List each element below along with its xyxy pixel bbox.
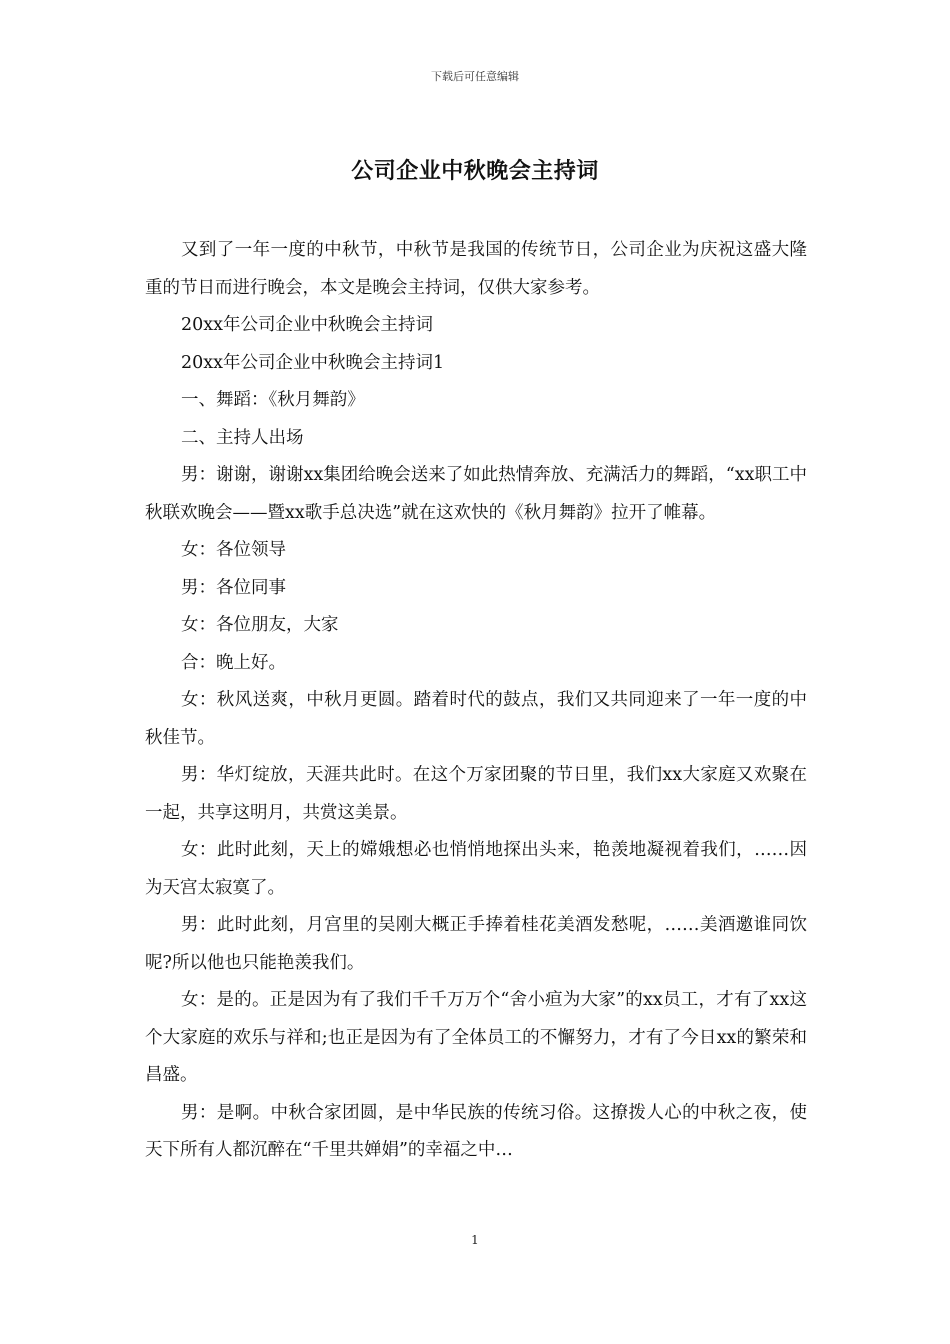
paragraph-dialogue: 男：是啊。中秋合家团圆，是中华民族的传统习俗。这撩拨人心的中秋之夜，使天下所有人都沉醉在“千里共婵娟”的幸福之中… bbox=[145, 1102, 807, 1160]
paragraph-dialogue: 女：此时此刻，天上的嫦娥想必也悄悄地探出头来，艳羡地凝视着我们，……因为天宫太寂寞了。 bbox=[145, 840, 807, 898]
paragraph-dialogue: 女：各位领导 bbox=[181, 540, 286, 560]
paragraph-intro: 又到了一年一度的中秋节，中秋节是我国的传统节日，公司企业为庆祝这盛大隆重的节日而进行晚会，本文是晚会主持词，仅供大家参考。 bbox=[145, 240, 807, 298]
document-body bbox=[145, 232, 807, 1170]
paragraph-dialogue: 女：秋风送爽，中秋月更圆。踏着时代的鼓点，我们又共同迎来了一年一度的中秋佳节。 bbox=[145, 690, 807, 748]
paragraph-dialogue: 男：华灯绽放，天涯共此时。在这个万家团聚的节日里，我们xx大家庭又欢聚在一起，共享这明月，共赏这美景。 bbox=[145, 765, 807, 823]
paragraph-dialogue: 男：谢谢，谢谢xx集团给晚会送来了如此热情奔放、充满活力的舞蹈，“xx职工中秋联欢晚会——暨xx歌手总决选”就在这欢快的《秋月舞韵》拉开了帷幕。 bbox=[145, 465, 807, 523]
paragraph-dialogue: 女：是的。正是因为有了我们千千万万个“舍小疸为大家”的xx员工，才有了xx这个大家庭的欢乐与祥和;也正是因为有了全体员工的不懈努力，才有了今日xx的繁荣和昌盛。 bbox=[145, 990, 807, 1085]
paragraph-dialogue: 合：晚上好。 bbox=[181, 652, 286, 673]
paragraph-dialogue: 女：各位朋友，大家 bbox=[181, 615, 339, 635]
page-header-note: 下载后可任意编辑 bbox=[431, 70, 519, 83]
document-title: 公司企业中秋晚会主持词 bbox=[351, 158, 599, 184]
paragraph-program-item-2: 二、主持人出场 bbox=[181, 427, 304, 448]
paragraph-dialogue: 男：此时此刻，月宫里的吴刚大概正手捧着桂花美酒发愁呢，……美酒邀谁同饮呢?所以他也只能艳羡我们。 bbox=[145, 915, 807, 973]
page-number: 1 bbox=[471, 1233, 479, 1247]
paragraph-subtitle: 20xx年公司企业中秋晚会主持词 bbox=[181, 315, 434, 335]
paragraph-section-title: 20xx年公司企业中秋晚会主持词1 bbox=[181, 352, 445, 373]
paragraph-program-item-1: 一、舞蹈：《秋月舞韵》 bbox=[181, 390, 365, 410]
paragraph-dialogue: 男：各位同事 bbox=[181, 577, 286, 598]
